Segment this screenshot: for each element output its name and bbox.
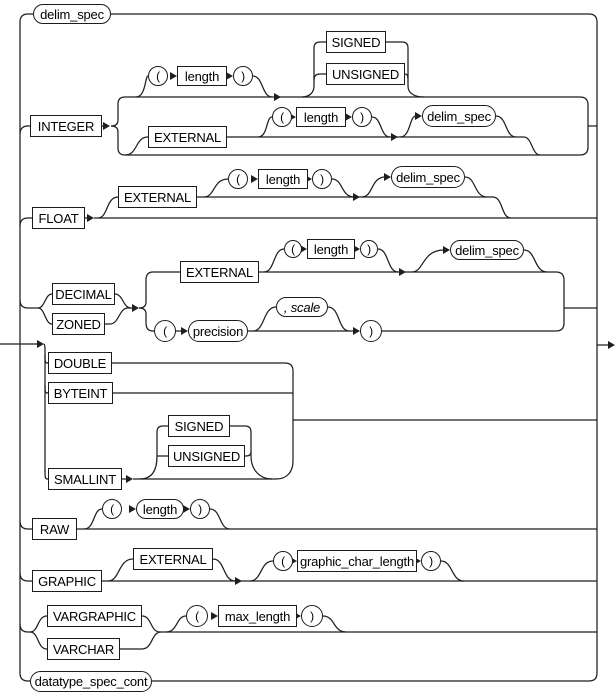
node-length-integer-external: length	[296, 107, 346, 127]
node-zoned: ZONED	[52, 313, 105, 335]
node-datatype-spec-cont: datatype_spec_cont	[30, 671, 152, 692]
node-max-length: max_length	[218, 605, 297, 627]
node-paren-close-graphic: )	[421, 551, 441, 571]
node-external-decimal: EXTERNAL	[180, 261, 259, 283]
node-double: DOUBLE	[48, 352, 112, 374]
node-external-graphic: EXTERNAL	[133, 548, 213, 570]
node-precision: precision	[188, 320, 248, 342]
node-external-integer: EXTERNAL	[148, 126, 227, 148]
node-paren-open-precision: (	[154, 320, 176, 342]
node-length-raw: length	[136, 499, 184, 519]
node-paren-open-intext-length: (	[272, 107, 292, 127]
node-unsigned-integer: UNSIGNED	[326, 63, 405, 85]
node-paren-open-float-length: (	[228, 169, 248, 189]
node-signed-integer: SIGNED	[326, 31, 386, 53]
node-paren-open-dec-length: (	[284, 240, 302, 258]
node-length-float: length	[258, 169, 308, 189]
node-float: FLOAT	[32, 207, 85, 229]
node-decimal: DECIMAL	[52, 283, 115, 305]
node-length-decimal: length	[307, 239, 355, 259]
node-paren-open-int-length: (	[148, 66, 168, 86]
node-byteint: BYTEINT	[48, 382, 113, 404]
node-paren-close-raw: )	[190, 499, 210, 519]
node-delim-spec-top: delim_spec	[33, 4, 111, 24]
node-paren-close-float-length: )	[312, 169, 332, 189]
node-paren-close-varg: )	[301, 605, 323, 627]
node-paren-close-precision: )	[360, 320, 382, 342]
node-paren-open-raw: (	[102, 499, 122, 519]
node-unsigned-smallint: UNSIGNED	[168, 445, 245, 467]
node-paren-close-int-length: )	[233, 66, 253, 86]
node-delim-spec-decimal: delim_spec	[450, 240, 524, 260]
node-raw: RAW	[32, 518, 77, 540]
node-vargraphic: VARGRAPHIC	[47, 605, 142, 627]
node-scale: , scale	[276, 297, 328, 317]
node-paren-close-intext-length: )	[352, 107, 372, 127]
node-external-float: EXTERNAL	[118, 186, 197, 208]
node-integer: INTEGER	[30, 115, 102, 137]
node-paren-open-varg: (	[186, 605, 208, 627]
node-signed-smallint: SIGNED	[168, 415, 230, 437]
node-paren-close-dec-length: )	[360, 240, 378, 258]
node-paren-open-graphic: (	[273, 551, 293, 571]
node-graphic-char-length: graphic_char_length	[297, 550, 417, 572]
node-graphic: GRAPHIC	[32, 570, 102, 592]
node-length-integer: length	[177, 66, 227, 86]
node-smallint: SMALLINT	[48, 468, 122, 490]
node-varchar: VARCHAR	[47, 638, 120, 660]
node-delim-spec-integer: delim_spec	[422, 105, 496, 127]
node-delim-spec-float: delim_spec	[391, 166, 465, 188]
